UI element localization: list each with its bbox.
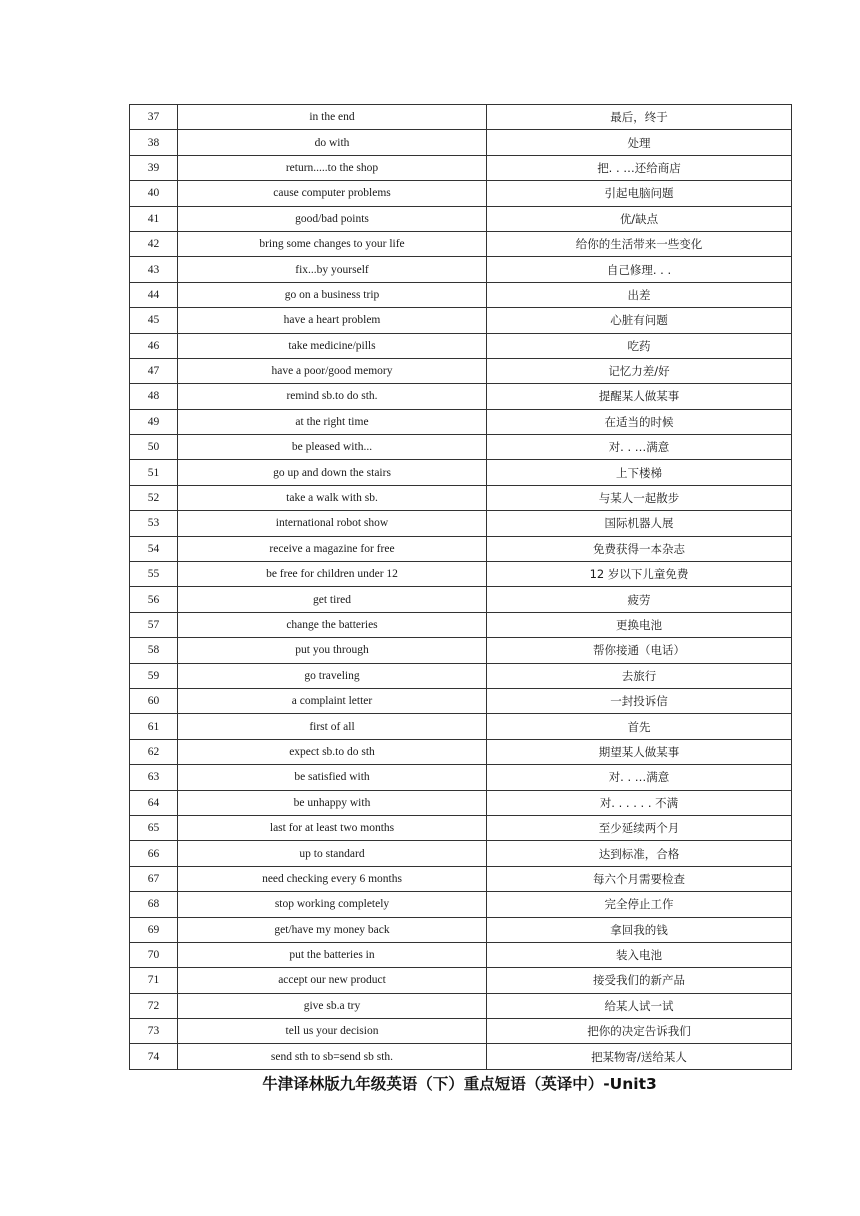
row-number: 74 bbox=[130, 1044, 178, 1069]
english-phrase: change the batteries bbox=[178, 612, 487, 637]
table-row bbox=[130, 968, 792, 993]
chinese-translation: 对. . …满意 bbox=[487, 435, 792, 460]
chinese-translation: 对. . . . . . 不满 bbox=[487, 790, 792, 815]
english-phrase: have a heart problem bbox=[178, 308, 487, 333]
chinese-translation: 达到标准，合格 bbox=[487, 841, 792, 866]
table-row bbox=[130, 638, 792, 663]
row-number: 64 bbox=[130, 790, 178, 815]
chinese-translation: 把你的决定告诉我们 bbox=[487, 1019, 792, 1044]
table-row bbox=[130, 358, 792, 383]
table-row bbox=[130, 1019, 792, 1044]
row-number: 49 bbox=[130, 409, 178, 434]
english-phrase: up to standard bbox=[178, 841, 487, 866]
english-phrase: accept our new product bbox=[178, 968, 487, 993]
chinese-translation: 更换电池 bbox=[487, 612, 792, 637]
chinese-translation: 最后，终于 bbox=[487, 105, 792, 130]
table-row bbox=[130, 587, 792, 612]
chinese-translation: 记忆力差/好 bbox=[487, 358, 792, 383]
chinese-translation: 帮你接通（电话） bbox=[487, 638, 792, 663]
chinese-translation: 把. . …还给商店 bbox=[487, 155, 792, 180]
table-row bbox=[130, 815, 792, 840]
row-number: 58 bbox=[130, 638, 178, 663]
chinese-translation: 每六个月需要检查 bbox=[487, 866, 792, 891]
row-number: 65 bbox=[130, 815, 178, 840]
english-phrase: last for at least two months bbox=[178, 815, 487, 840]
chinese-translation: 疲劳 bbox=[487, 587, 792, 612]
english-phrase: be pleased with... bbox=[178, 435, 487, 460]
row-number: 44 bbox=[130, 282, 178, 307]
chinese-translation: 吃药 bbox=[487, 333, 792, 358]
row-number: 42 bbox=[130, 231, 178, 256]
english-phrase: go on a business trip bbox=[178, 282, 487, 307]
chinese-translation: 期望某人做某事 bbox=[487, 739, 792, 764]
english-phrase: get/have my money back bbox=[178, 917, 487, 942]
table-row bbox=[130, 231, 792, 256]
english-phrase: be free for children under 12 bbox=[178, 562, 487, 587]
english-phrase: put you through bbox=[178, 638, 487, 663]
chinese-translation: 拿回我的钱 bbox=[487, 917, 792, 942]
table-row bbox=[130, 790, 792, 815]
chinese-translation: 上下楼梯 bbox=[487, 460, 792, 485]
phrase-table-body bbox=[130, 105, 792, 1070]
chinese-translation: 提醒某人做某事 bbox=[487, 384, 792, 409]
table-row bbox=[130, 409, 792, 434]
row-number: 69 bbox=[130, 917, 178, 942]
english-phrase: go traveling bbox=[178, 663, 487, 688]
table-row bbox=[130, 282, 792, 307]
english-phrase: good/bad points bbox=[178, 206, 487, 231]
english-phrase: take a walk with sb. bbox=[178, 485, 487, 510]
phrase-table bbox=[129, 104, 792, 1070]
row-number: 43 bbox=[130, 257, 178, 282]
row-number: 62 bbox=[130, 739, 178, 764]
chinese-translation: 免费获得一本杂志 bbox=[487, 536, 792, 561]
row-number: 50 bbox=[130, 435, 178, 460]
english-phrase: expect sb.to do sth bbox=[178, 739, 487, 764]
english-phrase: at the right time bbox=[178, 409, 487, 434]
english-phrase: tell us your decision bbox=[178, 1019, 487, 1044]
row-number: 55 bbox=[130, 562, 178, 587]
english-phrase: stop working completely bbox=[178, 892, 487, 917]
chinese-translation: 出差 bbox=[487, 282, 792, 307]
table-row bbox=[130, 511, 792, 536]
row-number: 60 bbox=[130, 688, 178, 713]
table-row bbox=[130, 1044, 792, 1069]
chinese-translation: 优/缺点 bbox=[487, 206, 792, 231]
chinese-translation: 12 岁以下儿童免费 bbox=[487, 562, 792, 587]
chinese-translation: 一封投诉信 bbox=[487, 688, 792, 713]
table-row bbox=[130, 105, 792, 130]
row-number: 72 bbox=[130, 993, 178, 1018]
table-row bbox=[130, 942, 792, 967]
english-phrase: bring some changes to your life bbox=[178, 231, 487, 256]
english-phrase: be satisfied with bbox=[178, 765, 487, 790]
table-row bbox=[130, 866, 792, 891]
table-row bbox=[130, 257, 792, 282]
chinese-translation: 给某人试一试 bbox=[487, 993, 792, 1018]
table-row bbox=[130, 917, 792, 942]
row-number: 70 bbox=[130, 942, 178, 967]
chinese-translation: 对. . …满意 bbox=[487, 765, 792, 790]
table-row bbox=[130, 384, 792, 409]
table-row bbox=[130, 765, 792, 790]
english-phrase: get tired bbox=[178, 587, 487, 612]
table-row bbox=[130, 612, 792, 637]
document-title: 牛津译林版九年级英语（下）重点短语（英译中）-Unit3 bbox=[262, 1075, 657, 1093]
row-number: 40 bbox=[130, 181, 178, 206]
table-row bbox=[130, 739, 792, 764]
english-phrase: send sth to sb=send sb sth. bbox=[178, 1044, 487, 1069]
row-number: 56 bbox=[130, 587, 178, 612]
table-row bbox=[130, 181, 792, 206]
english-phrase: give sb.a try bbox=[178, 993, 487, 1018]
english-phrase: receive a magazine for free bbox=[178, 536, 487, 561]
row-number: 48 bbox=[130, 384, 178, 409]
table-row bbox=[130, 460, 792, 485]
row-number: 59 bbox=[130, 663, 178, 688]
english-phrase: fix...by yourself bbox=[178, 257, 487, 282]
chinese-translation: 首先 bbox=[487, 714, 792, 739]
english-phrase: do with bbox=[178, 130, 487, 155]
row-number: 68 bbox=[130, 892, 178, 917]
table-row bbox=[130, 841, 792, 866]
table-row bbox=[130, 485, 792, 510]
row-number: 37 bbox=[130, 105, 178, 130]
row-number: 54 bbox=[130, 536, 178, 561]
chinese-translation: 装入电池 bbox=[487, 942, 792, 967]
english-phrase: put the batteries in bbox=[178, 942, 487, 967]
row-number: 73 bbox=[130, 1019, 178, 1044]
chinese-translation: 把某物寄/送给某人 bbox=[487, 1044, 792, 1069]
row-number: 46 bbox=[130, 333, 178, 358]
english-phrase: return.....to the shop bbox=[178, 155, 487, 180]
table-row bbox=[130, 688, 792, 713]
chinese-translation: 国际机器人展 bbox=[487, 511, 792, 536]
chinese-translation: 完全停止工作 bbox=[487, 892, 792, 917]
row-number: 57 bbox=[130, 612, 178, 637]
row-number: 61 bbox=[130, 714, 178, 739]
row-number: 53 bbox=[130, 511, 178, 536]
chinese-translation: 给你的生活带来一些变化 bbox=[487, 231, 792, 256]
table-row bbox=[130, 714, 792, 739]
english-phrase: remind sb.to do sth. bbox=[178, 384, 487, 409]
chinese-translation: 心脏有问题 bbox=[487, 308, 792, 333]
table-row bbox=[130, 993, 792, 1018]
row-number: 47 bbox=[130, 358, 178, 383]
chinese-translation: 去旅行 bbox=[487, 663, 792, 688]
row-number: 45 bbox=[130, 308, 178, 333]
row-number: 51 bbox=[130, 460, 178, 485]
chinese-translation: 处理 bbox=[487, 130, 792, 155]
table-row bbox=[130, 892, 792, 917]
english-phrase: be unhappy with bbox=[178, 790, 487, 815]
english-phrase: need checking every 6 months bbox=[178, 866, 487, 891]
table-row bbox=[130, 155, 792, 180]
table-row bbox=[130, 435, 792, 460]
row-number: 38 bbox=[130, 130, 178, 155]
row-number: 63 bbox=[130, 765, 178, 790]
row-number: 52 bbox=[130, 485, 178, 510]
chinese-translation: 至少延续两个月 bbox=[487, 815, 792, 840]
chinese-translation: 在适当的时候 bbox=[487, 409, 792, 434]
table-row bbox=[130, 206, 792, 231]
table-row bbox=[130, 308, 792, 333]
english-phrase: have a poor/good memory bbox=[178, 358, 487, 383]
chinese-translation: 与某人一起散步 bbox=[487, 485, 792, 510]
row-number: 39 bbox=[130, 155, 178, 180]
english-phrase: cause computer problems bbox=[178, 181, 487, 206]
english-phrase: first of all bbox=[178, 714, 487, 739]
english-phrase: international robot show bbox=[178, 511, 487, 536]
english-phrase: a complaint letter bbox=[178, 688, 487, 713]
table-row bbox=[130, 130, 792, 155]
row-number: 67 bbox=[130, 866, 178, 891]
row-number: 71 bbox=[130, 968, 178, 993]
table-row bbox=[130, 562, 792, 587]
english-phrase: go up and down the stairs bbox=[178, 460, 487, 485]
table-row bbox=[130, 663, 792, 688]
row-number: 66 bbox=[130, 841, 178, 866]
chinese-translation: 接受我们的新产品 bbox=[487, 968, 792, 993]
row-number: 41 bbox=[130, 206, 178, 231]
chinese-translation: 自己修理. . . bbox=[487, 257, 792, 282]
table-row bbox=[130, 536, 792, 561]
english-phrase: take medicine/pills bbox=[178, 333, 487, 358]
chinese-translation: 引起电脑问题 bbox=[487, 181, 792, 206]
english-phrase: in the end bbox=[178, 105, 487, 130]
table-row bbox=[130, 333, 792, 358]
